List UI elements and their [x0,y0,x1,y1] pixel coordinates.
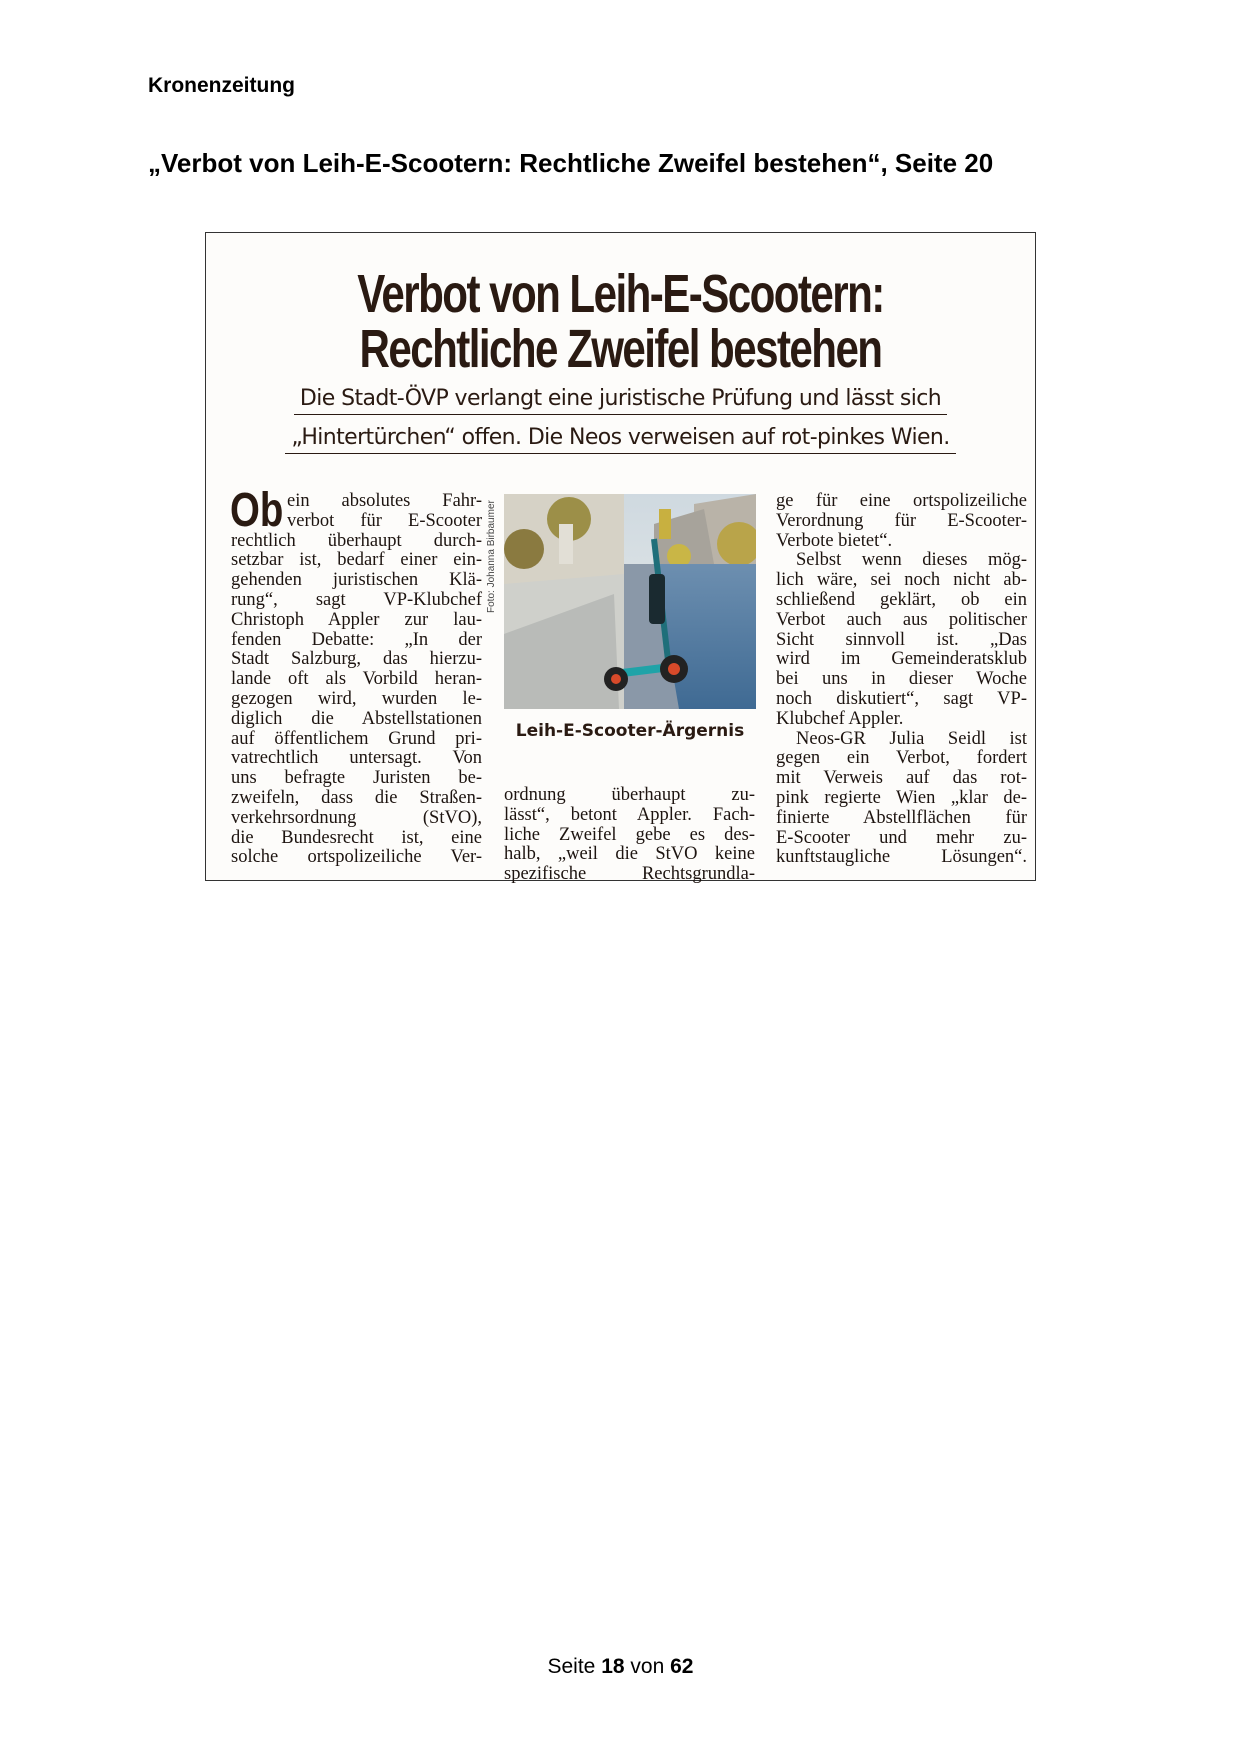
article-text-line: gezogen wird, wurden le- [231,688,482,709]
subheadline-text-1: Die Stadt-ÖVP verlangt eine juristische Prüfung und lässt sich [294,386,947,415]
article-text-line: solche ortspolizeiliche Ver- [231,847,482,868]
article-text-line: verbot für E-Scooter [287,510,482,531]
subheadline-line-1 [206,386,1035,415]
article-text-line: Verbot auch aus politischer [776,609,1027,630]
page-footer [0,1655,1241,1679]
article-text-line: kunftstaugliche Lösungen“. [776,847,1027,868]
article-column-2 [504,786,755,885]
article-text-line: mit Verweis auf das rot- [776,768,1027,789]
newspaper-clipping [205,232,1036,885]
article-text-line: Selbst wenn dieses mög- [796,550,1027,571]
article-text-line: bei uns in dieser Woche [776,669,1027,690]
article-text-line: spezifische Rechtsgrundla- [504,864,755,885]
article-text-line: gehenden juristischen Klä- [231,570,482,591]
article-text-line: schließend geklärt, ob ein [776,589,1027,610]
article-text-line: E-Scooter und mehr zu- [776,827,1027,848]
article-column-1 [231,492,482,868]
article-text-line: verkehrsordnung (StVO), [231,807,482,828]
article-text-line: Sicht sinnvoll ist. „Das [776,629,1027,650]
scooter-photo [504,494,756,709]
footer-page-number: 18 [601,1655,625,1678]
article-text-line: gegen ein Verbot, fordert [776,748,1027,769]
article-text-line: lande oft als Vorbild heran- [231,669,482,690]
article-text-line: Klubchef Appler. [776,708,904,729]
article-text-line: Verordnung für E-Scooter- [776,510,1027,531]
photo-credit: Foto: Johanna Birbaumer [486,500,497,613]
article-text-line: ein absolutes Fahr- [287,491,482,511]
article-text-line: finierte Abstellflächen für [776,807,1027,828]
photo-caption: Leih-E-Scooter-Ärgernis [515,721,745,741]
article-text-line: liche Zweifel gebe es des- [504,824,755,845]
subheadline-text-2: „Hintertürchen“ offen. Die Neos verweisen auf rot-pinkes Wien. [285,425,955,454]
article-text-line: rechtlich überhaupt durch- [231,530,482,551]
article-text-line: die Bundesrecht ist, eine [231,827,482,848]
footer-prefix: Seite [547,1655,596,1678]
article-text-line: noch diskutiert“, sagt VP- [776,688,1027,709]
article-text-line: setzbar ist, bedarf einer ein- [231,550,482,571]
article-text-line: Neos-GR Julia Seidl ist [796,728,1027,749]
article-text-line: halb, „weil die StVO keine [504,844,755,865]
article-text-line: pink regierte Wien „klar de- [776,787,1027,808]
article-text-line: rung“, sagt VP-Klubchef [231,589,482,610]
footer-mid: von [630,1655,665,1678]
article-text-line: auf öffentlichem Grund pri- [231,728,482,749]
article-text-line: diglich die Abstellstationen [231,708,482,729]
article-text-line: lässt“, betont Appler. Fach- [504,804,755,825]
footer-page-total: 62 [670,1655,694,1678]
article-text-line: vatrechtlich untersagt. Von [231,748,482,769]
article-text-line: fenden Debatte: „In der [231,629,482,650]
article-text-line: wird im Gemeinderatsklub [776,649,1027,670]
article-text-line: Christoph Appler zur lau- [231,609,482,630]
article-text-line: lich wäre, sei noch nicht ab- [776,570,1027,591]
article-column-3 [776,492,1027,868]
article-text-line: ge für eine ortspolizeiliche [776,491,1027,511]
article-text-line: ordnung überhaupt zu- [504,785,755,805]
publication-name: Kronenzeitung [148,74,295,97]
article-text-line: Stadt Salzburg, das hierzu- [231,649,482,670]
article-text-line: Verbote bietet“. [776,530,893,551]
drop-cap: Ob [230,484,284,537]
headline-line-1: Verbot von Leih-E-Scootern: [357,264,884,324]
article-text-line: zweifeln, dass die Straßen- [231,787,482,808]
headline-line-2: Rechtliche Zweifel bestehen [359,319,882,379]
document-title: „Verbot von Leih-E-Scootern: Rechtliche Zweifel bestehen“, Seite 20 [148,148,994,178]
article-text-line: uns befragte Juristen be- [231,768,482,789]
subheadline-line-2 [206,425,1035,454]
